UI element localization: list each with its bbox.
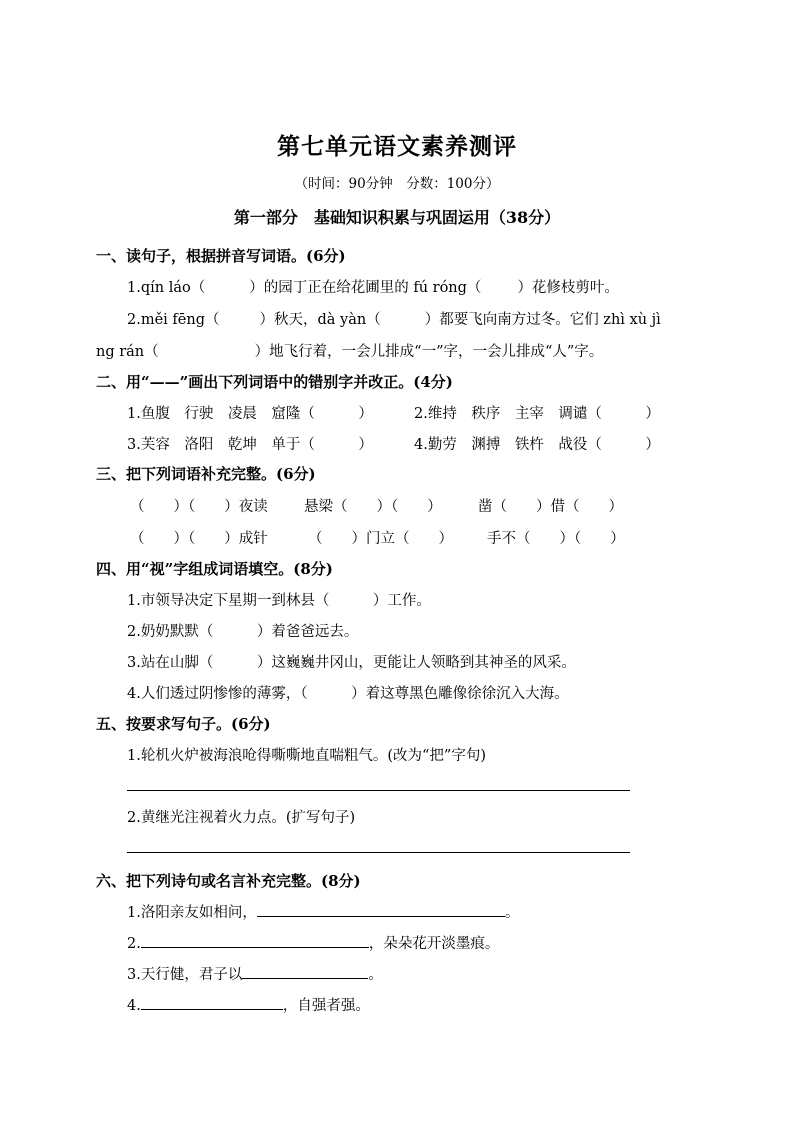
question-2-3: 3.芙容 洛阳 乾坤 单于（ ） xyxy=(127,437,373,453)
question-5-2: 2.黄继光注视着火力点。(扩写句子) xyxy=(127,810,356,826)
section-4-heading: 四、用“视”字组成词语填空。(8分) xyxy=(96,560,333,578)
question-6-2: 2. ，朵朵花开淡墨痕。 xyxy=(127,932,499,953)
question-1-2: 2.měi fēng（ ）秋天，dà yàn（ ）都要飞向南方过冬。它们 zhì xù jì xyxy=(127,312,661,328)
question-4-3: 3.站在山脚（ ）这巍巍井冈山，更能让人领略到其神圣的风采。 xyxy=(127,655,576,671)
question-6-1: 1.洛阳亲友如相问， 。 xyxy=(127,901,519,922)
idiom-6: 手不（ ）（ ） xyxy=(487,531,625,547)
section-2-heading: 二、用“——”画出下列词语中的错别字并改正。(4分) xyxy=(96,373,453,391)
idiom-3: 凿（ ）借（ ） xyxy=(478,499,623,515)
answer-blank-6-2[interactable] xyxy=(141,933,369,948)
section-6-heading: 六、把下列诗句或名言补充完整。(8分) xyxy=(96,872,361,890)
idiom-4: （ ）（ ）成针 xyxy=(130,531,268,547)
answer-blank-6-4[interactable] xyxy=(141,995,283,1010)
question-1-1: 1.qín láo（ ）的园丁正在给花圃里的 fú róng（ ）花修枝剪叶。 xyxy=(127,280,619,296)
question-4-1: 1.市领导决定下星期一到林县（ ）工作。 xyxy=(127,593,431,609)
page-title: 第七单元语文素养测评 xyxy=(277,133,517,160)
question-2-1: 1.鱼腹 行驶 凌晨 窟隆（ ） xyxy=(127,406,373,422)
question-4-2: 2.奶奶默默（ ）着爸爸远去。 xyxy=(127,624,359,640)
question-6-4: 4. ，自强者强。 xyxy=(127,994,370,1015)
question-4-4: 4.人们透过阴惨惨的薄雾，（ ）着这尊黑色雕像徐徐沉入大海。 xyxy=(127,686,569,702)
question-2-2: 2.维持 秩序 主宰 调谴（ ） xyxy=(414,406,660,422)
answer-blank-6-1[interactable] xyxy=(257,902,505,917)
question-1-2-cont: ng rán（ ）地飞行着，一会儿排成“一”字，一会儿排成“人”字。 xyxy=(96,344,604,360)
section-1-heading: 一、读句子，根据拼音写词语。(6分) xyxy=(96,247,346,265)
section-3-heading: 三、把下列词语补充完整。(6分) xyxy=(96,465,316,483)
part-heading: 第一部分 基础知识积累与巩固运用（38分） xyxy=(233,208,561,227)
section-5-heading: 五、按要求写句子。(6分) xyxy=(96,715,271,733)
question-5-1: 1.轮机火炉被海浪呛得嘶嘶地直喘粗气。(改为“把”字句) xyxy=(127,748,486,764)
answer-blank-6-3[interactable] xyxy=(242,964,368,979)
idiom-5: （ ）门立（ ） xyxy=(308,531,453,547)
question-6-3: 3.天行健，君子以 。 xyxy=(127,963,383,984)
exam-info: （时间：90分钟 分数：100分） xyxy=(294,176,500,192)
idiom-1: （ ）（ ）夜读 xyxy=(130,499,268,515)
answer-line-5-2[interactable] xyxy=(127,852,630,853)
question-2-4: 4.勤劳 渊搏 铁杵 战役（ ） xyxy=(414,437,660,453)
idiom-2: 悬梁（ ）（ ） xyxy=(304,499,442,515)
answer-line-5-1[interactable] xyxy=(127,790,630,791)
